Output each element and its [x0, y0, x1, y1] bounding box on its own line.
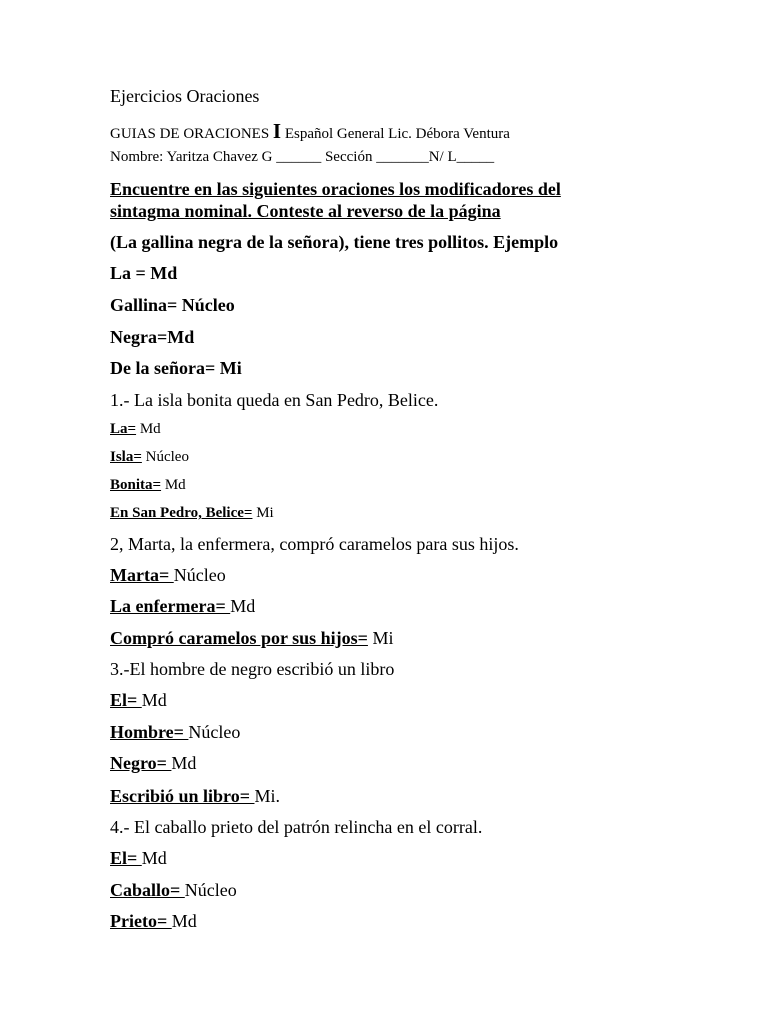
exercise-2-answer — [110, 628, 393, 649]
answer-term: El= — [110, 690, 142, 710]
answer-term: Bonita= — [110, 477, 162, 493]
example-item: Negra=Md — [110, 327, 195, 347]
exercise-4-answer — [110, 911, 197, 932]
exercise-3-answer — [110, 753, 196, 774]
exercise-4-sentence: 4.- El caballo prieto del patrón relincha en el corral. — [110, 817, 483, 837]
exercise-3-sentence: 3.-El hombre de negro escribió un libro — [110, 659, 395, 679]
exercise-1-answer — [110, 477, 186, 494]
answer-value: Mi — [252, 505, 274, 521]
exercise-3-answer — [110, 690, 167, 711]
answer-term: Prieto= — [110, 911, 172, 931]
answer-term: Escribió un libro= — [110, 786, 255, 806]
document-title: Ejercicios Oraciones — [110, 86, 260, 106]
example-item: Gallina= Núcleo — [110, 295, 235, 315]
answer-value: Md — [136, 421, 161, 437]
guide-suffix: Español General Lic. Débora Ventura — [284, 126, 510, 142]
exercise-1-answer — [110, 505, 274, 522]
answer-value: Md — [141, 848, 167, 868]
exercise-4-answer — [110, 880, 237, 901]
answer-term: Caballo= — [110, 880, 185, 900]
answer-term: El= — [110, 848, 142, 868]
answer-term: Marta= — [110, 565, 174, 585]
answer-term: La= — [110, 421, 137, 437]
example-item: De la señora= Mi — [110, 358, 242, 378]
answer-term: Hombre= — [110, 722, 189, 742]
answer-value: Md — [141, 690, 167, 710]
answer-value: Md — [161, 477, 186, 493]
exercise-3-answer — [110, 722, 240, 743]
student-info-line: Nombre: Yaritza Chavez G ______ Sección _______N/ L_____ — [110, 149, 495, 165]
guide-prefix: GUIAS DE ORACIONES — [110, 126, 270, 142]
answer-value: Md — [171, 911, 197, 931]
exercise-1-sentence: 1.- La isla bonita queda en San Pedro, Belice. — [110, 390, 439, 410]
exercise-2-answer — [110, 596, 255, 617]
answer-value: Mi. — [254, 786, 280, 806]
answer-term: Compró caramelos por sus hijos= — [110, 628, 368, 648]
example-sentence: (La gallina negra de la señora), tiene tres pollitos. Ejemplo — [110, 232, 559, 252]
answer-value: Md — [171, 753, 197, 773]
exercise-2-sentence: 2, Marta, la enfermera, compró caramelos para sus hijos. — [110, 534, 519, 554]
answer-value: Mi — [367, 628, 394, 648]
answer-value: Núcleo — [173, 565, 226, 585]
example-item: La = Md — [110, 263, 178, 283]
exercise-1-answer — [110, 449, 189, 466]
answer-term: Isla= — [110, 449, 142, 465]
answer-value: Núcleo — [184, 880, 237, 900]
guide-numeral: I — [272, 119, 282, 143]
answer-term: En San Pedro, Belice= — [110, 505, 253, 521]
exercise-2-answer — [110, 565, 226, 586]
guide-heading — [110, 119, 510, 143]
answer-term: Negro= — [110, 753, 172, 773]
exercise-4-answer — [110, 848, 167, 869]
answer-value: Núcleo — [141, 449, 189, 465]
answer-value: Núcleo — [188, 722, 241, 742]
exercise-3-answer — [110, 786, 280, 807]
instructions-line-2: sintagma nominal. Conteste al reverso de la página — [110, 201, 501, 221]
exercise-1-answer — [110, 421, 161, 438]
instructions-line-1: Encuentre en las siguientes oraciones los modificadores del — [110, 179, 561, 199]
answer-term: La enfermera= — [110, 596, 231, 616]
answer-value: Md — [230, 596, 256, 616]
